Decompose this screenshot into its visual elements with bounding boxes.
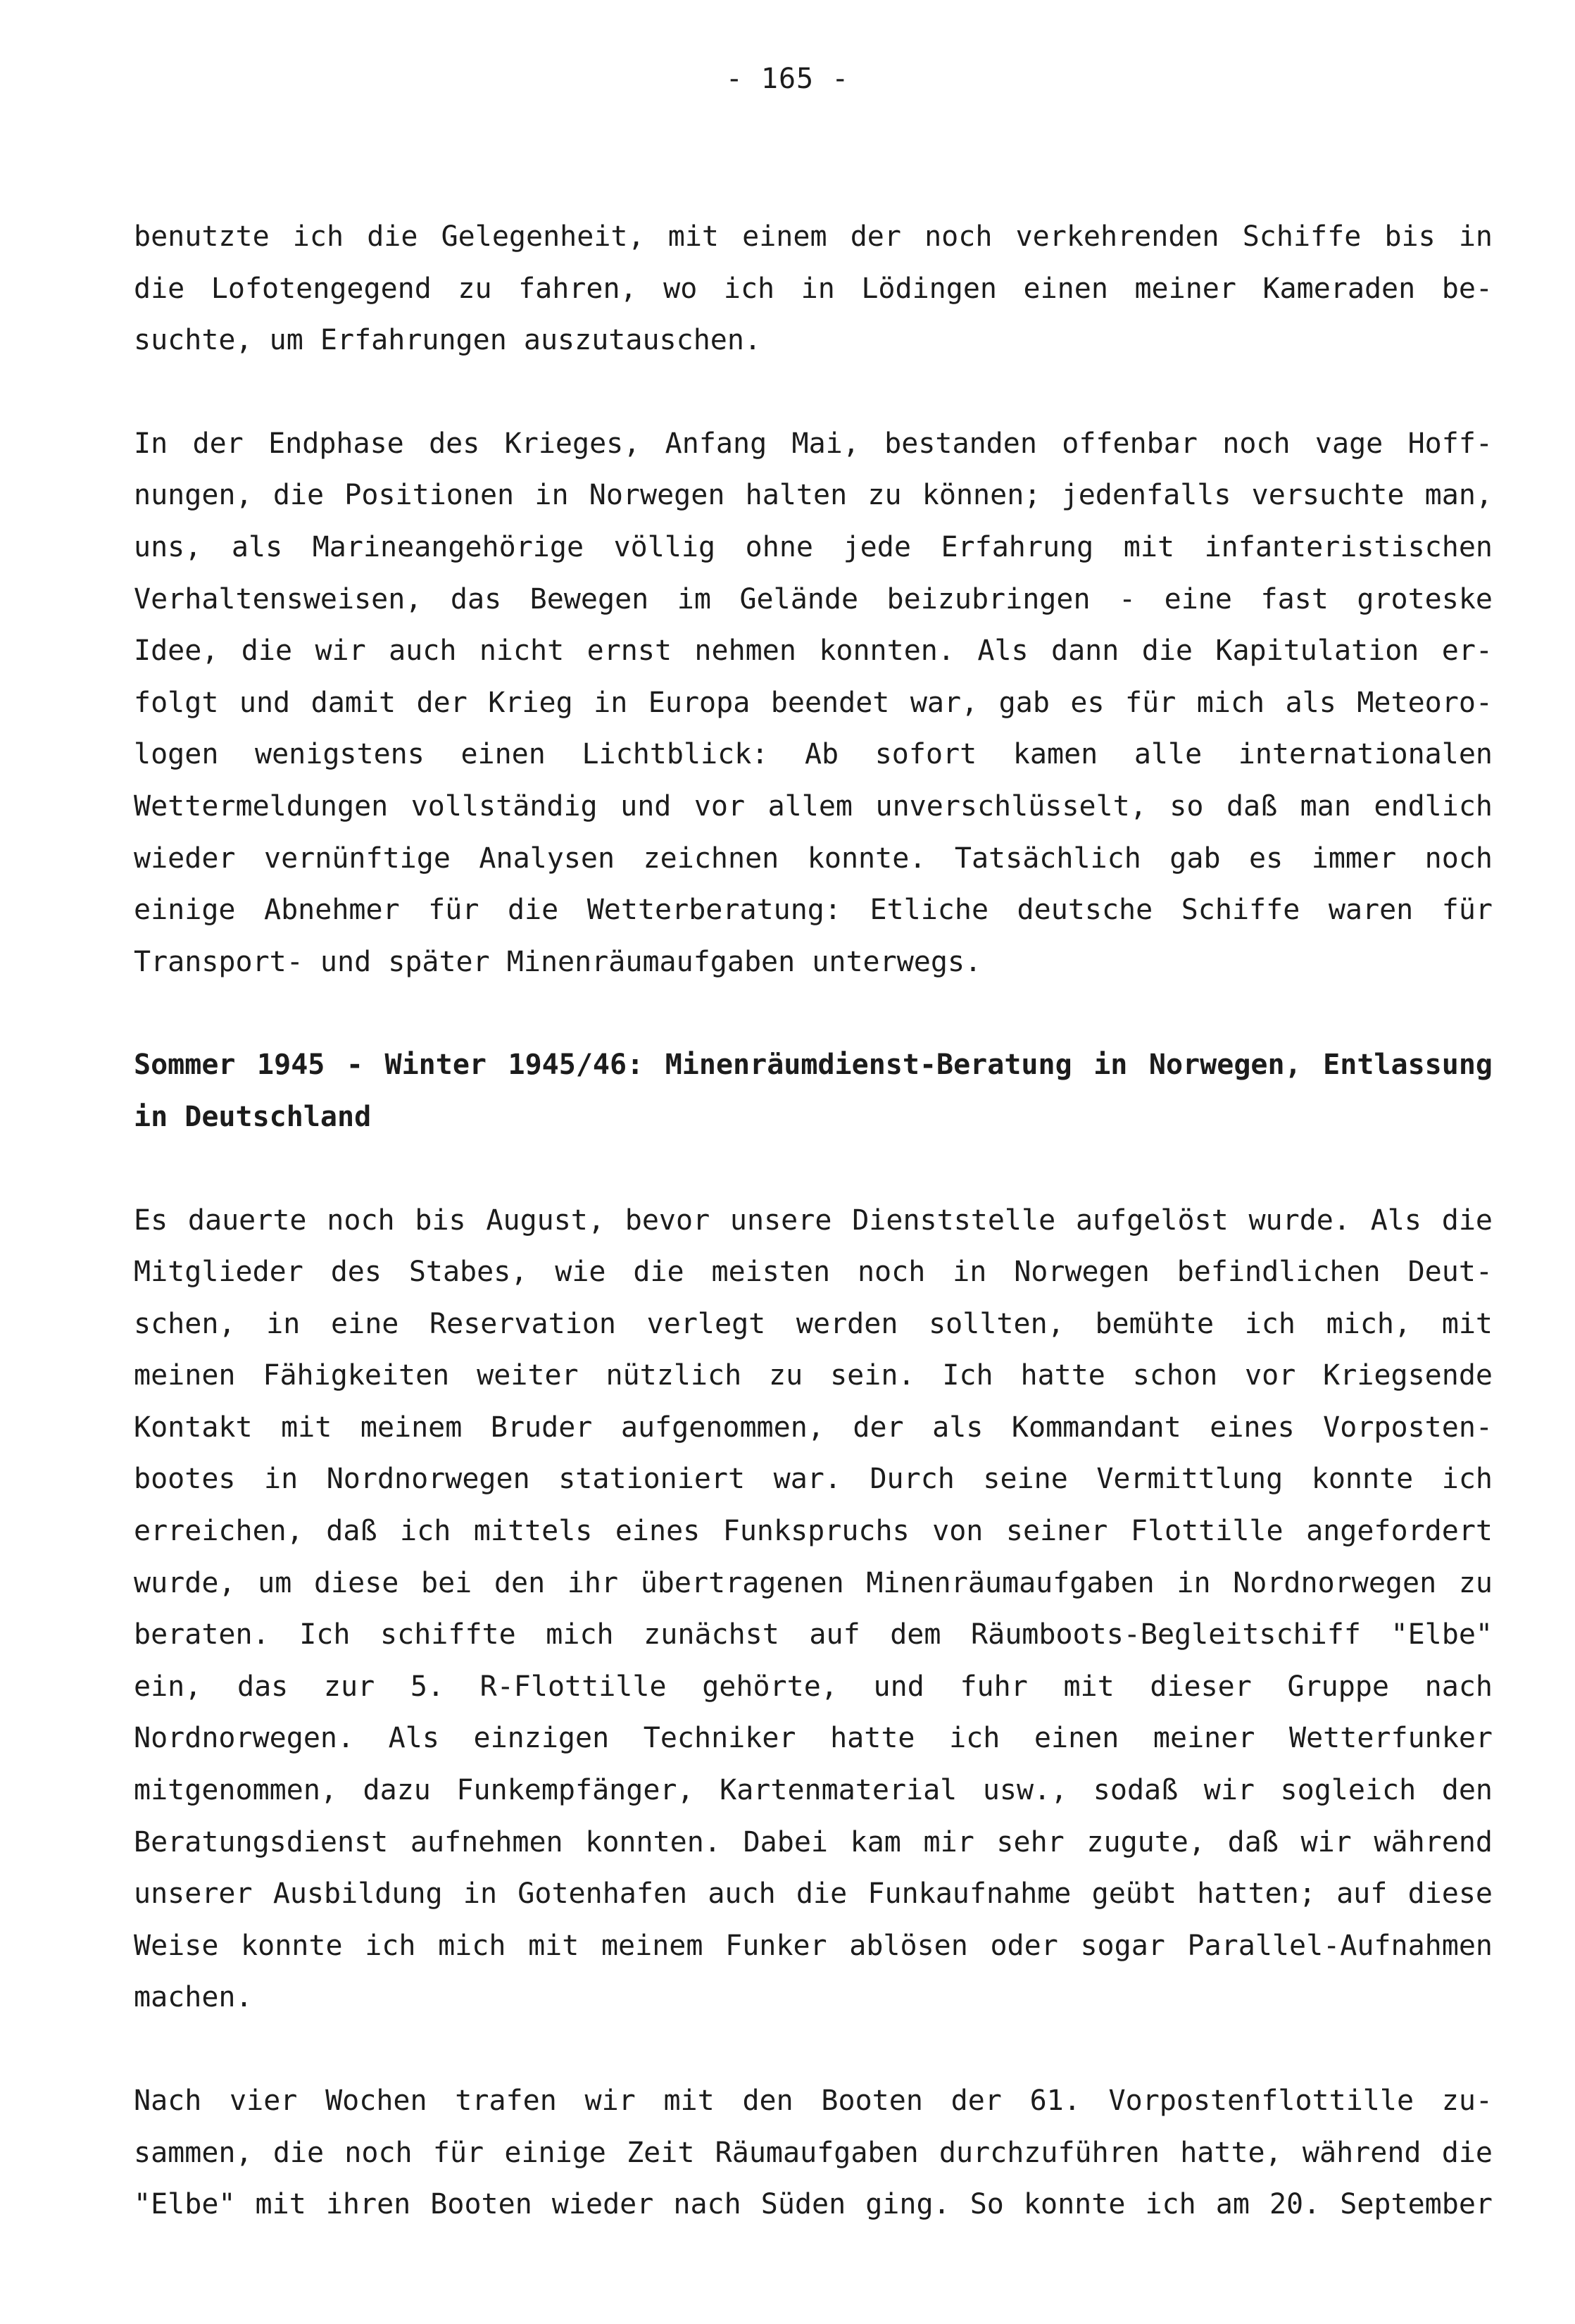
text-line: einige Abnehmer für die Wetterberatung: Etliche deutsche Schiffe waren für [134,894,1493,927]
text-line: folgt und damit der Krieg in Europa beendet war, gab es für mich als Meteoro- [134,686,1493,719]
text-line: mitgenommen, dazu Funkempfänger, Kartenmaterial usw., sodaß wir sogleich den [134,1774,1493,1807]
text-line: schen, in eine Reservation verlegt werden sollten, bemühte ich mich, mit [134,1307,1493,1340]
text-line: uns, als Marineangehörige völlig ohne jede Erfahrung mit infanteristischen [134,530,1493,563]
text-line: meinen Fähigkeiten weiter nützlich zu sein. Ich hatte schon vor Kriegsende [134,1359,1493,1392]
text-line: "Elbe" mit ihren Booten wieder nach Süden ging. So konnte ich am 20. September [134,2188,1493,2221]
text-line: machen. [134,1981,253,2014]
text-line: unserer Ausbildung in Gotenhafen auch die Funkaufnahme geübt hatten; auf diese [134,1878,1493,1911]
text-line: Verhaltensweisen, das Bewegen im Gelände beizubringen - eine fast groteske [134,582,1493,616]
text-line: Nach vier Wochen trafen wir mit den Booten der 61. Vorpostenflottille zu- [134,2085,1493,2117]
paragraph-1 [134,211,1493,367]
paragraph-4 [134,2075,1493,2231]
text-line: nungen, die Positionen in Norwegen halten zu können; jedenfalls versuchte man, [134,479,1493,512]
text-line: die Lofotengegend zu fahren, wo ich in Lödingen einen meiner Kameraden be- [134,272,1493,305]
paragraph-3 [134,1195,1493,2025]
text-line: ein, das zur 5. R-Flottille gehörte, und fuhr mit dieser Gruppe nach [134,1670,1493,1703]
text-line: wieder vernünftige Analysen zeichnen konnte. Tatsächlich gab es immer noch [134,842,1493,875]
text-line: beraten. Ich schiffte mich zunächst auf dem Räumboots-Begleitschiff "Elbe" [134,1618,1493,1651]
page-number: - 165 - [725,63,850,95]
page-body [134,211,1493,2231]
section-heading [134,1039,1493,1143]
text-line: Beratungsdienst aufnehmen konnten. Dabei kam mir sehr zugute, daß wir während [134,1825,1493,1858]
paragraph-2 [134,418,1493,989]
text-line: Nordnorwegen. Als einzigen Techniker hatte ich einen meiner Wetterfunker [134,1722,1493,1755]
text-line: Idee, die wir auch nicht ernst nehmen konnten. Als dann die Kapitulation er- [134,635,1493,668]
text-line: Mitglieder des Stabes, wie die meisten noch in Norwegen befindlichen Deut- [134,1256,1493,1289]
text-line: Weise konnte ich mich mit meinem Funker ablösen oder sogar Parallel-Aufnahmen [134,1929,1493,1962]
text-line: wurde, um diese bei den ihr übertragenen Minenräumaufgaben in Nordnorwegen zu [134,1566,1493,1599]
text-line: Transport- und später Minenräumaufgaben unterwegs. [134,945,982,978]
text-line: benutzte ich die Gelegenheit, mit einem der noch verkehrenden Schiffe bis in [134,220,1493,253]
text-line: suchte, um Erfahrungen auszutauschen. [134,324,762,357]
text-line: In der Endphase des Krieges, Anfang Mai, bestanden offenbar noch vage Hoff- [134,427,1493,460]
text-line: Es dauerte noch bis August, bevor unsere Dienststelle aufgelöst wurde. Als die [134,1204,1493,1237]
text-line: logen wenigstens einen Lichtblick: Ab sofort kamen alle internationalen [134,738,1493,771]
text-line: erreichen, daß ich mittels eines Funkspruchs von seiner Flottille angefordert [134,1515,1493,1548]
text-line: Kontakt mit meinem Bruder aufgenommen, der als Kommandant eines Vorposten- [134,1411,1493,1444]
text-line: sammen, die noch für einige Zeit Räumaufgaben durchzuführen hatte, während die [134,2136,1493,2169]
heading-line: Sommer 1945 - Winter 1945/46: Minenräumdienst-Beratung in Norwegen, Entlassung [134,1049,1493,1082]
text-line: Wettermeldungen vollständig und vor allem unverschlüsselt, so daß man endlich [134,789,1493,823]
heading-line: in Deutschland [134,1100,372,1133]
text-line: bootes in Nordnorwegen stationiert war. Durch seine Vermittlung konnte ich [134,1463,1493,1496]
